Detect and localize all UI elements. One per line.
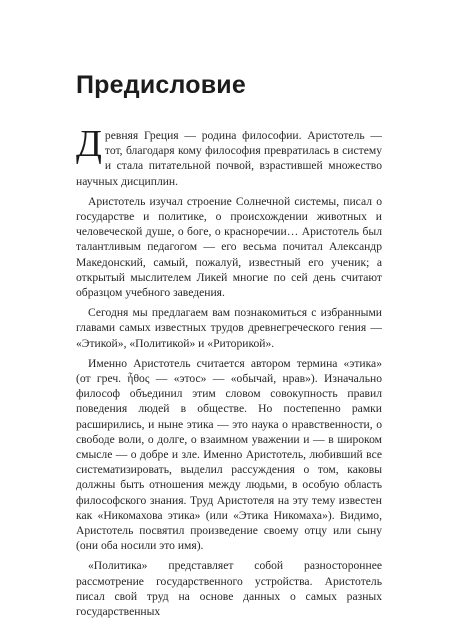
paragraph-3: Сегодня мы предлагаем вам познакомиться с избранными главами самых известных трудов древнегреческого гения — «Этикой», «Политикой» и «Риторикой». <box>76 306 382 350</box>
chapter-heading: Предисловие <box>76 71 246 99</box>
paragraph-4: Именно Аристотель считается автором термина «этика» (от греч. ἦθος — «этос» — «обычай, нрав»). Изначально философ объединил этим словом совокупность правил поведения людей в обществе. Но постепенно рамки расширились, и ныне этика — это наука о нравственности, о свободе воли, о долге, о взаимном уважении и — в широком смысле — о добре и зле. Именно Аристотель, любивший все систематизировать, выделил рассуждения о том, каковы должны быть отношения между людьми, в особую область философского знания. Труд Аристотеля на эту тему известен как «Никомахова этика» (или «Этика Никомаха»). Видимо, Аристотель посвятил произведение своему отцу или сыну (они оба носили это имя). <box>76 356 382 553</box>
body-text <box>76 123 382 624</box>
paragraph-5: «Политика» представляет собой разностороннее рассмотрение государственного устройства. Аристотель писал свой труд на основе данных о самых разных государственных <box>76 559 382 619</box>
paragraph-1-text: ревняя Греция — родина философии. Аристотель — тот, благодаря кому философия превратилась в систему и стала питательной почвой, взрастившей множество научных дисциплин. <box>76 129 382 188</box>
paragraph-2: Аристотель изучал строение Солнечной системы, писал о государстве и политике, о происхождении животных и человеческой душе, о боге, о красноречии… Аристотель был талантливым педагогом — его весьма почитал Александр Македонский, самый, пожалуй, известный его ученик; а открытый мыслителем Ликей многие по сей день считают образцом учебного заведения. <box>76 194 382 300</box>
paragraph-1 <box>76 123 382 189</box>
drop-cap: Д <box>76 123 102 165</box>
